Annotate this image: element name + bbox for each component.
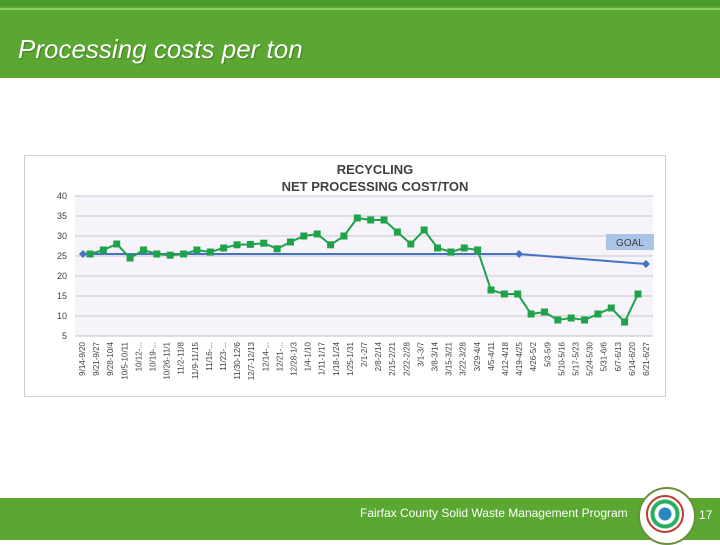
x-tick-label: 6/7-6/13 [613, 342, 623, 372]
chart-title-line-2: NET PROCESSING COST/TON [281, 179, 469, 194]
cost-data-point [447, 249, 454, 256]
x-tick-label: 11/9-11/15 [190, 342, 200, 380]
plot-area [75, 196, 653, 336]
cost-data-point [381, 217, 388, 224]
cost-data-point [113, 241, 120, 248]
cost-data-point [300, 233, 307, 240]
slide-title: Processing costs per ton [18, 34, 303, 64]
cost-data-point [528, 311, 535, 318]
x-tick-label: 1/25-1/31 [345, 342, 355, 376]
y-tick-label: 25 [56, 251, 67, 261]
cost-data-point [287, 239, 294, 246]
cost-data-point [234, 241, 241, 248]
cost-data-point [554, 317, 561, 324]
x-tick-label: 3/29-4/4 [472, 342, 482, 372]
cost-data-point [487, 287, 494, 294]
x-tick-label: 3/1-3/7 [416, 342, 426, 367]
footer-bar [0, 498, 720, 540]
cost-data-point [394, 229, 401, 236]
x-tick-label: 9/14-9/20 [78, 342, 88, 376]
county-seal-emblem [646, 495, 684, 533]
cost-data-point [220, 245, 227, 252]
cost-data-point [340, 233, 347, 240]
cost-data-point [140, 247, 147, 254]
x-tick-label: 1/18-1/24 [331, 342, 341, 376]
cost-data-point [635, 291, 642, 298]
x-tick-label: 10/19-... [148, 342, 158, 372]
x-tick-label: 4/12-4/18 [500, 341, 510, 376]
cost-data-point [581, 317, 588, 324]
x-tick-label: 5/31-6/6 [599, 342, 609, 372]
x-tick-label: 2/15-2/21 [388, 342, 398, 376]
x-tick-label: 3/15-3/21 [444, 342, 454, 376]
cost-data-point [180, 251, 187, 258]
x-tick-label: 4/5-4/11 [486, 342, 496, 371]
cost-data-point [127, 255, 134, 262]
y-tick-label: 30 [56, 231, 67, 241]
x-tick-label: 3/8-3/14 [430, 342, 440, 372]
x-tick-label: 9/21-9/27 [92, 342, 102, 376]
x-tick-label: 10/5-10/11 [120, 342, 130, 380]
x-tick-label: 2/8-2/14 [374, 342, 384, 372]
x-tick-label: 11/2-11/8 [176, 342, 186, 375]
cost-data-point [100, 247, 107, 254]
x-tick-label: 12/7-12/13 [247, 342, 257, 381]
goal-label: GOAL [616, 238, 644, 249]
page-number: 17 [699, 508, 713, 522]
x-tick-label: 10/12-... [134, 342, 144, 372]
cost-data-point [501, 291, 508, 298]
x-tick-label: 12/28-1/3 [289, 342, 299, 376]
x-tick-label: 9/28-10/4 [106, 342, 116, 376]
cost-data-point [474, 247, 481, 254]
chart-container [24, 155, 666, 397]
cost-data-point [367, 217, 374, 224]
x-tick-label: 5/17-5/23 [571, 342, 581, 376]
cost-data-point [153, 251, 160, 258]
county-seal-icon [638, 487, 696, 545]
y-tick-label: 5 [61, 331, 67, 341]
x-tick-label: 11/23-... [219, 342, 229, 371]
header-bar [0, 0, 720, 78]
recycling-cost-chart [25, 156, 665, 396]
cost-data-point [314, 231, 321, 238]
x-tick-label: 6/21-6/27 [641, 342, 651, 376]
y-tick-label: 40 [56, 191, 67, 201]
footer-program-name: Fairfax County Solid Waste Management Program [360, 506, 628, 520]
cost-data-point [87, 251, 94, 258]
x-tick-label: 12/21-... [275, 342, 285, 372]
x-tick-label: 11/16-... [204, 342, 214, 371]
x-tick-label: 2/22-2/28 [402, 342, 412, 376]
cost-data-point [594, 311, 601, 318]
cost-data-point [608, 305, 615, 312]
y-tick-label: 10 [56, 311, 67, 321]
header-highlight-stripe [0, 8, 720, 10]
x-tick-label: 3/22-3/28 [458, 342, 468, 376]
header-stripe [0, 0, 720, 6]
x-tick-label: 1/4-1/10 [303, 342, 313, 372]
cost-data-point [354, 215, 361, 222]
y-tick-label: 20 [56, 271, 67, 281]
cost-data-point [167, 252, 174, 259]
cost-data-point [207, 249, 214, 256]
x-tick-label: 12/14-... [261, 342, 271, 372]
y-tick-label: 15 [56, 291, 67, 301]
cost-data-point [461, 245, 468, 252]
cost-data-point [568, 315, 575, 322]
x-tick-label: 2/1-2/7 [360, 342, 369, 367]
cost-data-point [407, 241, 414, 248]
x-tick-label: 1/11-1/17 [317, 342, 327, 376]
y-tick-label: 35 [56, 211, 67, 221]
x-tick-label: 5/24-5/30 [585, 342, 595, 376]
cost-data-point [421, 227, 428, 234]
cost-data-point [247, 241, 254, 248]
x-tick-label: 10/26-11/1 [162, 342, 172, 380]
x-tick-label: 4/26-5/2 [529, 342, 539, 372]
x-tick-label: 5/3-5/9 [543, 342, 553, 367]
cost-data-point [327, 241, 334, 248]
x-tick-label: 6/14-6/20 [627, 342, 637, 376]
cost-data-point [193, 247, 200, 254]
cost-data-point [621, 319, 628, 326]
cost-data-point [260, 240, 267, 247]
cost-data-point [434, 245, 441, 252]
x-tick-label: 4/19-4/25 [515, 342, 525, 376]
cost-data-point [541, 309, 548, 316]
x-tick-label: 5/10-5/16 [557, 342, 567, 376]
cost-data-point [514, 291, 521, 298]
cost-data-point [274, 245, 281, 252]
chart-title-line-1: RECYCLING [336, 162, 414, 177]
x-tick-label: 11/30-12/6 [233, 342, 243, 380]
